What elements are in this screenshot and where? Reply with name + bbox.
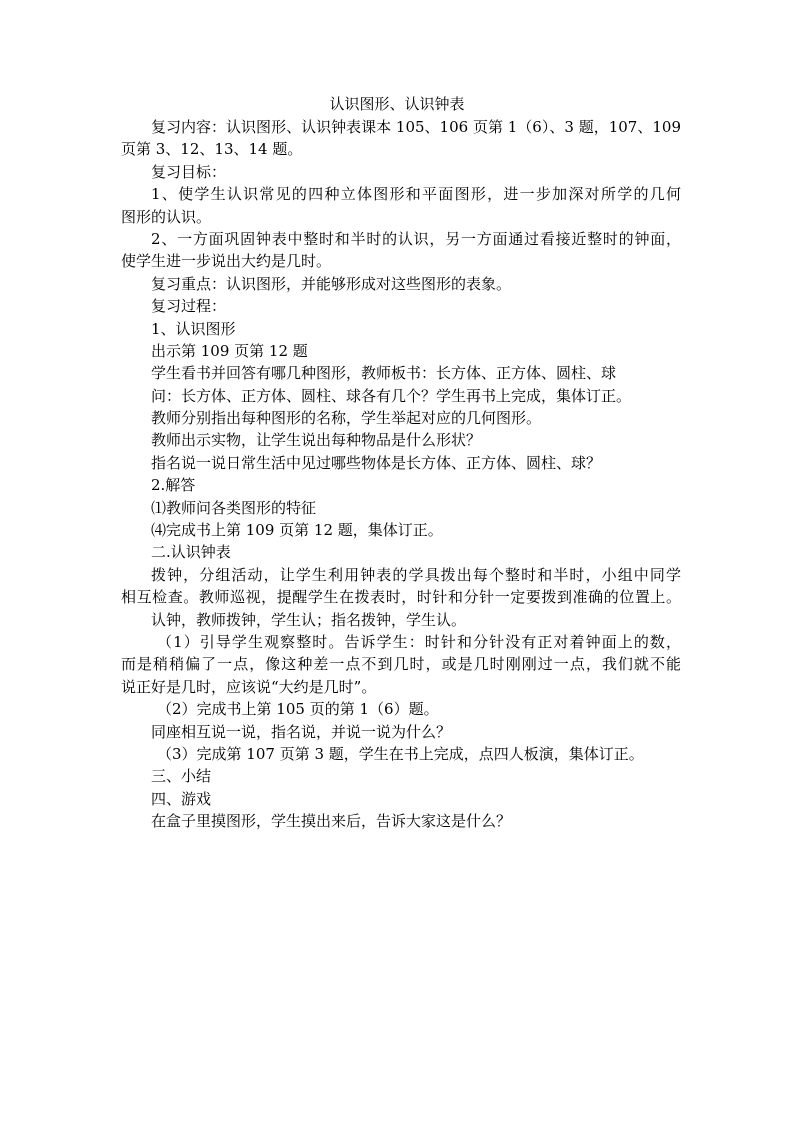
review-goals-heading: 复习目标： (151, 162, 227, 181)
clock-step-1-line-2: 而是稍稍偏了一点，像这种差一点不到几时，或是几时刚刚过一点，我们就不能 (121, 655, 681, 674)
process-line-1: 出示第 109 页第 12 题 (151, 341, 308, 360)
clock-discussion: 同座相互说一说，指名说，并说一说为什么？ (151, 722, 452, 741)
section-3-heading: 三、小结 (151, 767, 212, 786)
process-line-6: 指名说一说日常生活中见过哪些物体是长方体、正方体、圆柱、球？ (151, 453, 602, 472)
section-2-heading: 二.认识钟表 (151, 543, 231, 562)
process-line-5: 教师出示实物，让学生说出每种物品是什么形状？ (151, 431, 482, 450)
goal-1-line-2: 图形的认识。 (121, 207, 212, 226)
goal-1-line-1: 1、使学生认识常见的四种立体图形和平面图形，进一步加深对所学的几何 (151, 185, 681, 204)
answer-line-2: ⑷完成书上第 109 页第 12 题，集体订正。 (151, 521, 443, 540)
process-line-3: 问：长方体、正方体、圆柱、球各有几个？学生再书上完成，集体订正。 (151, 386, 632, 405)
clock-activity-line-2: 相互检查。教师巡视，提醒学生在拨表时，时针和分针一定要拨到准确的位置上。 (121, 588, 681, 607)
game-line: 在盒子里摸图形，学生摸出来后，告诉大家这是什么？ (151, 812, 512, 831)
clock-step-1-line-1: （1）引导学生观察整时。告诉学生：时针和分针没有正对着钟面上的数， (157, 632, 681, 651)
clock-activity-line-1: 拨钟，分组活动，让学生利用钟表的学具拨出每个整时和半时，小组中同学 (151, 565, 681, 584)
process-line-4: 教师分别指出每种图形的名称，学生举起对应的几何图形。 (151, 409, 542, 428)
review-content-line-2: 页第 3、12、13、14 题。 (121, 140, 303, 159)
document-title: 认识图形、认识钟表 (329, 95, 465, 113)
review-focus-line: 复习重点：认识图形，并能够形成对这些图形的表象。 (151, 274, 512, 293)
clock-step-3: （3）完成第 107 页第 3 题，学生在书上完成，点四人板演，集体订正。 (157, 744, 644, 763)
answer-heading: 2.解答 (151, 476, 196, 495)
review-process-heading: 复习过程： (151, 297, 227, 316)
section-4-heading: 四、游戏 (151, 789, 212, 808)
clock-step-1-line-3: 说正好是几时，应该说“大约是几时”。 (121, 677, 377, 696)
process-line-2: 学生看书并回答有哪几种图形，教师板书：长方体、正方体、圆柱、球 (151, 364, 617, 383)
clock-activity-line-3: 认钟，教师拨钟，学生认；指名拨钟，学生认。 (151, 610, 467, 629)
document-body (121, 116, 681, 833)
section-1-heading: 1、认识图形 (151, 319, 236, 338)
review-content-line-1: 复习内容：认识图形、认识钟表课本 105、106 页第 1（6）、3 题，107、109 (151, 118, 681, 136)
clock-step-2: （2）完成书上第 105 页的第 1（6）题。 (157, 700, 439, 719)
goal-2-line-1: 2、一方面巩固钟表中整时和半时的认识，另一方面通过看接近整时的钟面， (151, 229, 681, 248)
goal-2-line-2: 使学生进一步说出大约是几时。 (121, 252, 332, 271)
answer-line-1: ⑴教师问各类图形的特征 (151, 498, 317, 517)
